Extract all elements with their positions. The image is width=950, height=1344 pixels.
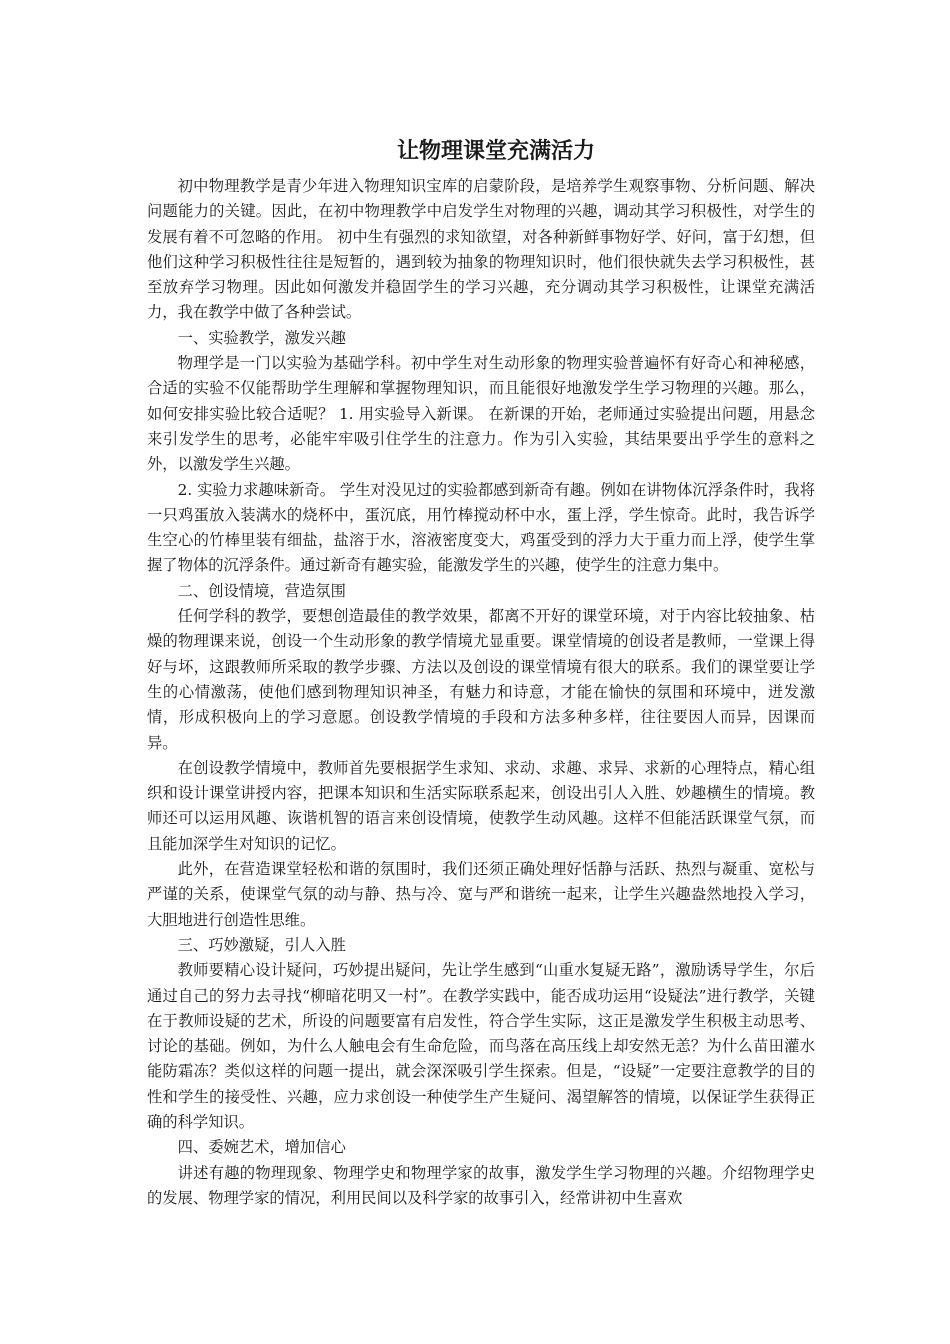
- section-heading-1: 一、实验教学，激发兴趣: [177, 328, 346, 347]
- section-2-paragraph-2: 在创设教学情境中，教师首先要根据学生求知、求动、求趣、求异、求新的心理特点，精心组织和设计课堂讲授内容，把课本知识和生活实际联系起来，创设出引人入胜、妙趣横生的情境。教师还可以运用风趣、诙谐机智的语言来创设情境，使教学生动风趣。这样不但能活跃课堂气氛，而且能加深学生对知识的记忆。: [147, 758, 815, 853]
- section-heading-2: 二、创设情境，营造氛围: [177, 581, 346, 600]
- section-2-paragraph-1: 任何学科的教学，要想创造最佳的教学效果，都离不开好的课堂环境，对于内容比较抽象、枯燥的物理课来说，创设一个生动形象的教学情境尤显重要。课堂情境的创设者是教师，一堂课上得好与坏，这跟教师所采取的教学步骤、方法以及创设的课堂情境有很大的联系。我们的课堂要让学生的心情激荡，使他们感到物理知识神圣，有魅力和诗意，才能在愉快的氛围和环境中，迸发激情，形成积极向上的学习意愿。创设教学情境的手段和方法多种多样，往往要因人而异，因课而异。: [147, 607, 815, 752]
- section-2-paragraph-3: 此外，在营造课堂轻松和谐的氛围时，我们还须正确处理好恬静与活跃、热烈与凝重、宽松与严谨的关系，使课堂气氛的动与静、热与冷、宽与严和谐统一起来，让学生兴趣盎然地投入学习，大胆地进行创造性思维。: [147, 860, 815, 929]
- section-heading-4: 四、委婉艺术，增加信心: [177, 1138, 346, 1157]
- intro-paragraph: 初中物理教学是青少年进入物理知识宝库的启蒙阶段，是培养学生观察事物、分析问题、解决问题能力的关键。因此，在初中物理教学中启发学生对物理的兴趣，调动其学习积极性，对学生的发展有着不可忽略的作用。 初中生有强烈的求知欲望，对各种新鲜事物好学、好问，富于幻想，但他们这种学习积极性往往是短暂的，遇到较为抽象的物理知识时，他们很快就失去学习积极性，甚至放弃学习物理。因此如何激发并稳固学生的学习兴趣，充分调动其学习积极性，让课堂充满活力，我在教学中做了各种尝试。: [147, 177, 815, 322]
- document-body: [147, 174, 815, 1211]
- document-page: [147, 132, 815, 1211]
- section-heading-3: 三、巧妙激疑，引人入胜: [177, 935, 346, 954]
- document-title: 让物理课堂充满活力: [396, 139, 595, 164]
- section-3-paragraph-1: 教师要精心设计疑问，巧妙提出疑问，先让学生感到“山重水复疑无路”，激励诱导学生，尔后通过自己的努力去寻找“柳暗花明又一村”。在教学实践中，能否成功运用“设疑法”进行教学，关键在于教师设疑的艺术，所设的问题要富有启发性，符合学生实际，这正是激发学生积极主动思考、讨论的基础。例如，为什么人触电会有生命危险，而鸟落在高压线上却安然无恙？为什么苗田灌水能防霜冻？类似这样的问题一提出，就会深深吸引学生探索。但是，“设疑”一定要注意教学的目的性和学生的接受性、兴趣，应力求创设一种使学生产生疑问、渴望解答的情境，以保证学生获得正确的科学知识。: [147, 961, 815, 1131]
- section-4-paragraph-1: 讲述有趣的物理现象、物理学史和物理学家的故事，激发学生学习物理的兴趣。介绍物理学史的发展、物理学家的情况，利用民间以及科学家的故事引入，经常讲初中生喜欢: [147, 1163, 815, 1207]
- section-1-paragraph-1: 物理学是一门以实验为基础学科。初中学生对生动形象的物理实验普遍怀有好奇心和神秘感，合适的实验不仅能帮助学生理解和掌握物理知识，而且能很好地激发学生学习物理的兴趣。那么，如何安排实验比较合适呢？ 1. 用实验导入新课。 在新课的开始，老师通过实验提出问题，用悬念来引发学生的思考，必能牢牢吸引住学生的注意力。作为引入实验，其结果要出乎学生的意料之外，以激发学生兴趣。: [147, 354, 815, 474]
- section-1-paragraph-2: 2. 实验力求趣味新奇。 学生对没见过的实验都感到新奇有趣。例如在讲物体沉浮条件时，我将一只鸡蛋放入装满水的烧杯中，蛋沉底，用竹棒搅动杯中水，蛋上浮，学生惊奇。此时，我告诉学生空心的竹棒里装有细盐，盐溶于水，溶液密度变大，鸡蛋受到的浮力大于重力而上浮，使学生掌握了物体的沉浮条件。通过新奇有趣实验，能激发学生的兴趣，使学生的注意力集中。: [147, 480, 815, 575]
